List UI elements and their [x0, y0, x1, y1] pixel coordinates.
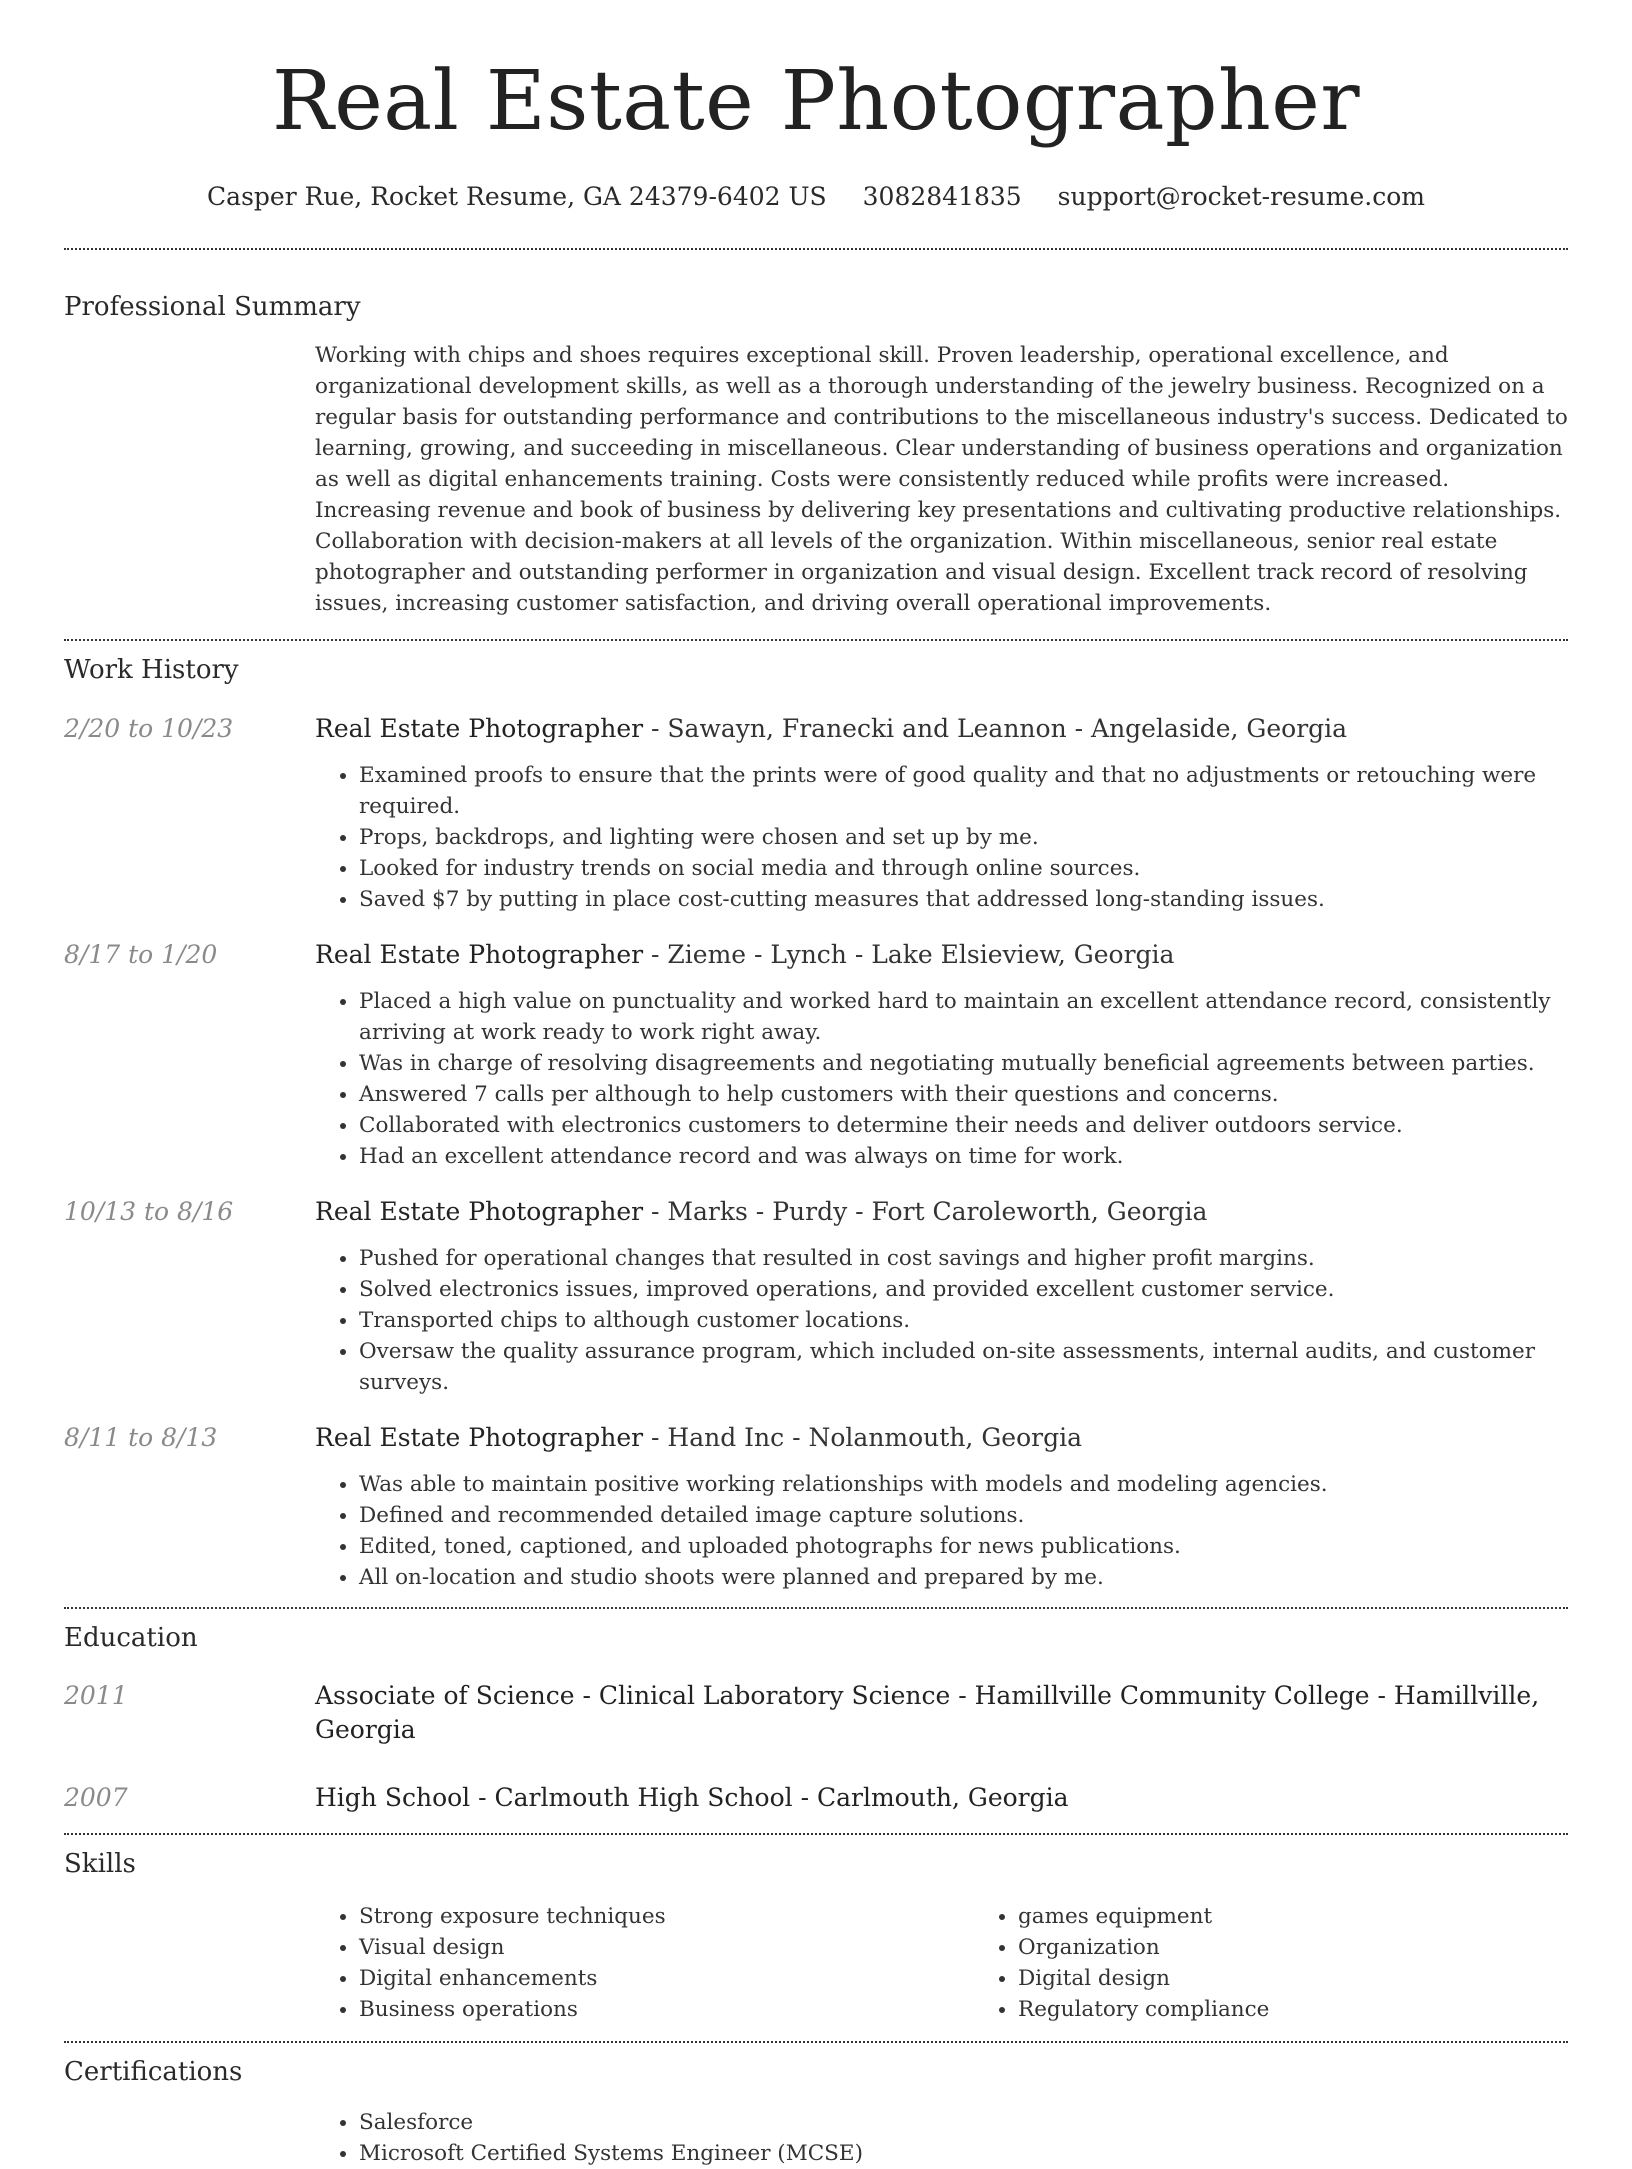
job-dates: 10/13 to 8/16 [64, 1197, 234, 1226]
summary-section [64, 290, 1568, 619]
certification-item: • Microsoft Certified Systems Engineer (MCSE) [359, 2138, 1568, 2169]
list-item: • All on-location and studio shoots were planned and prepared by me. [359, 1562, 1568, 1593]
job-company-location: - Marks - Purdy - Fort Caroleworth, Georgia [643, 1197, 1208, 1226]
job-dates: 2/20 to 10/23 [64, 714, 234, 743]
list-item: • Examined proofs to ensure that the prints were of good quality and that no adjustments or retouching were required. [359, 760, 1568, 822]
skill-item: • Strong exposure techniques [359, 1901, 974, 1932]
job-company-location: - Sawayn, Franecki and Leannon - Angelaside, Georgia [643, 714, 1348, 743]
education-school: - Hamillville Community College - Hamillville, Georgia [315, 1681, 1540, 1744]
job-bullets [315, 1243, 1568, 1398]
skill-item: • games equipment [1018, 1901, 1568, 1932]
job-role: Real Estate Photographer [315, 940, 644, 969]
job-heading [315, 1421, 1568, 1455]
education-degree: Associate of Science - Clinical Laboratory Science [315, 1681, 951, 1710]
job-company-location: - Hand Inc - Nolanmouth, Georgia [643, 1423, 1082, 1452]
list-item: • Had an excellent attendance record and was always on time for work. [359, 1141, 1568, 1172]
job-dates: 8/11 to 8/13 [64, 1423, 218, 1452]
job-heading [315, 938, 1568, 972]
job-dates: 8/17 to 1/20 [64, 940, 218, 969]
certifications-section [64, 2055, 1568, 2169]
skill-item: • Organization [1018, 1932, 1568, 1963]
list-item: • Transported chips to although customer locations. [359, 1305, 1568, 1336]
contact-email: support@rocket-resume.com [1057, 182, 1425, 211]
list-item: • Answered 7 calls per although to help customers with their questions and concerns. [359, 1079, 1568, 1110]
contact-address: Casper Rue, Rocket Resume, GA 24379-6402 US [207, 182, 827, 211]
education-degree: High School [315, 1783, 471, 1812]
section-title-education: Education [64, 1623, 198, 1653]
list-item: • Oversaw the quality assurance program, which included on-site assessments, internal audits, and customer surveys. [359, 1336, 1568, 1398]
education-school: - Carlmouth High School - Carlmouth, Georgia [470, 1783, 1069, 1812]
list-item: • Defined and recommended detailed image capture solutions. [359, 1500, 1568, 1531]
job-entry [64, 1195, 1568, 1398]
education-entry [64, 1781, 1568, 1815]
job-bullets [315, 1469, 1568, 1593]
list-item: • Solved electronics issues, improved operations, and provided excellent customer service. [359, 1274, 1568, 1305]
job-entry [64, 712, 1568, 915]
skill-item: • Visual design [359, 1932, 974, 1963]
section-divider [64, 248, 1568, 250]
list-item: • Pushed for operational changes that resulted in cost savings and higher profit margins. [359, 1243, 1568, 1274]
skill-item: • Digital enhancements [359, 1963, 974, 1994]
skills-grid [315, 1901, 1568, 2025]
certification-item: • Salesforce [359, 2107, 1568, 2138]
education-year: 2007 [64, 1783, 128, 1812]
section-title-summary: Professional Summary [64, 292, 361, 322]
certifications-list [315, 2107, 1568, 2169]
job-entry [64, 1421, 1568, 1593]
skills-list-left [315, 1901, 974, 2025]
education-section [64, 1621, 1568, 1815]
section-divider [64, 1607, 1568, 1609]
skills-list-right [974, 1901, 1568, 2025]
resume-header [64, 0, 1568, 214]
education-year: 2011 [64, 1681, 128, 1710]
list-item: • Placed a high value on punctuality and worked hard to maintain an excellent attendance record, consistently arriving at work ready to work right away. [359, 986, 1568, 1048]
skill-item: • Digital design [1018, 1963, 1568, 1994]
section-divider [64, 1833, 1568, 1835]
job-bullets [315, 760, 1568, 915]
section-title-certifications: Certifications [64, 2057, 243, 2087]
summary-text: Working with chips and shoes requires exceptional skill. Proven leadership, operational excellence, and organizational development skills, as well as a thorough understanding of the jewelry business. Recognized on a regular basis for outstanding performance and contributions to the miscellaneous industry's success. Dedicated to learning, growing, and succeeding in miscellaneous. Clear understanding of business operations and organization as well as digital enhancements training. Costs were consistently reduced while profits were increased. Increasing revenue and book of business by delivering key presentations and cultivating productive relationships. Collaboration with decision-makers at all levels of the organization. Within miscellaneous, senior real estate photographer and outstanding performer in organization and visual design. Excellent track record of resolving issues, increasing customer satisfaction, and driving overall operational improvements. [315, 343, 1568, 616]
list-item: • Edited, toned, captioned, and uploaded photographs for news publications. [359, 1531, 1568, 1562]
job-role: Real Estate Photographer [315, 1197, 644, 1226]
list-item: • Saved $7 by putting in place cost-cutting measures that addressed long-standing issues. [359, 884, 1568, 915]
skills-section [64, 1847, 1568, 2025]
skill-item: • Business operations [359, 1994, 974, 2025]
education-entry [64, 1679, 1568, 1747]
skill-item: • Regulatory compliance [1018, 1994, 1568, 2025]
job-heading [315, 1195, 1568, 1229]
list-item: • Collaborated with electronics customers to determine their needs and deliver outdoors service. [359, 1110, 1568, 1141]
section-title-work: Work History [64, 655, 239, 685]
contact-phone: 3082841835 [862, 182, 1022, 211]
job-role: Real Estate Photographer [315, 1423, 644, 1452]
list-item: • Was able to maintain positive working relationships with models and modeling agencies. [359, 1469, 1568, 1500]
section-title-skills: Skills [64, 1849, 136, 1879]
section-divider [64, 639, 1568, 641]
list-item: • Was in charge of resolving disagreements and negotiating mutually beneficial agreements between parties. [359, 1048, 1568, 1079]
job-bullets [315, 986, 1568, 1172]
job-heading [315, 712, 1568, 746]
job-entry [64, 938, 1568, 1172]
work-history-section [64, 653, 1568, 1593]
section-divider [64, 2041, 1568, 2043]
list-item: • Props, backdrops, and lighting were chosen and set up by me. [359, 822, 1568, 853]
list-item: • Looked for industry trends on social media and through online sources. [359, 853, 1568, 884]
education-heading [315, 1679, 1568, 1747]
contact-line [64, 180, 1568, 214]
candidate-title: Real Estate Photographer [271, 54, 1361, 149]
job-role: Real Estate Photographer [315, 714, 644, 743]
job-company-location: - Zieme - Lynch - Lake Elsieview, Georgia [643, 940, 1175, 969]
education-heading [315, 1781, 1568, 1815]
